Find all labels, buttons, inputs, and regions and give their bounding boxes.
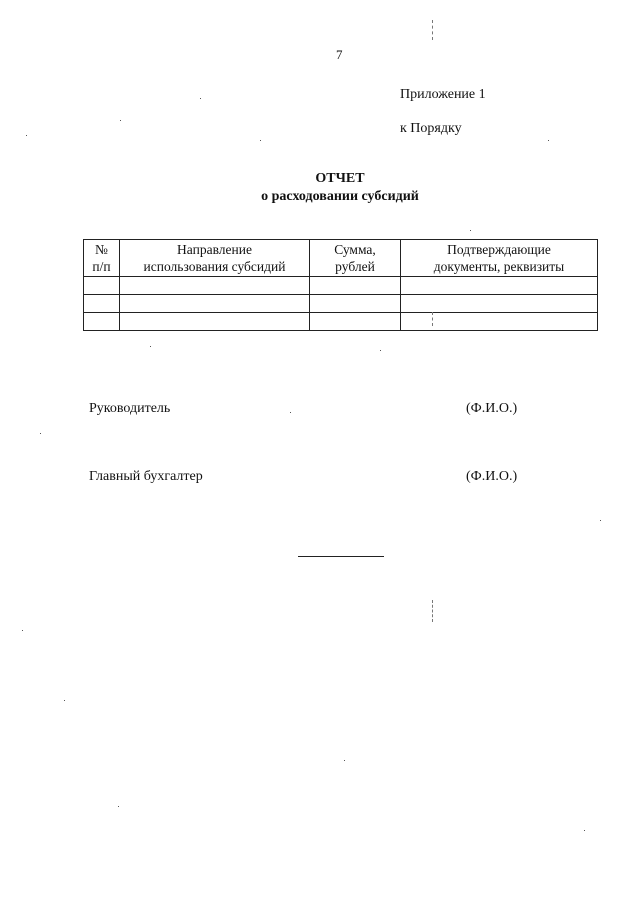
table-cell xyxy=(84,295,120,313)
table-cell xyxy=(120,313,310,331)
table-cell xyxy=(401,277,598,295)
end-divider xyxy=(298,556,384,557)
table-cell xyxy=(84,313,120,331)
signature-fio-director: (Ф.И.О.) xyxy=(466,401,518,416)
table-header-row xyxy=(84,240,598,277)
appendix-line-2: к Порядку xyxy=(400,121,462,136)
table-row xyxy=(84,313,598,331)
scan-speck xyxy=(120,120,121,121)
scan-mark xyxy=(432,20,434,40)
table-cell xyxy=(310,295,401,313)
scan-mark xyxy=(432,312,434,326)
scan-speck xyxy=(150,346,151,347)
table-cell xyxy=(401,295,598,313)
scan-speck xyxy=(600,520,601,521)
table-cell xyxy=(310,277,401,295)
scan-speck xyxy=(584,830,585,831)
table-cell xyxy=(84,277,120,295)
table-row xyxy=(84,295,598,313)
scan-speck xyxy=(548,140,549,141)
scan-speck xyxy=(290,412,291,413)
header-documents-line-2: документы, реквизиты xyxy=(433,259,565,274)
scan-speck xyxy=(26,135,27,136)
table-cell xyxy=(310,313,401,331)
header-amount-line-1: Сумма, xyxy=(334,242,376,257)
scan-speck xyxy=(40,433,41,434)
header-number-line-1: № xyxy=(95,242,108,257)
scan-speck xyxy=(118,806,119,807)
scan-speck xyxy=(344,760,345,761)
scan-speck xyxy=(64,700,65,701)
report-title: ОТЧЕТ xyxy=(315,171,365,186)
signature-label-accountant: Главный бухгалтер xyxy=(89,469,203,484)
table-cell xyxy=(401,313,598,331)
page-number: 7 xyxy=(336,47,343,62)
header-direction xyxy=(120,240,310,277)
table-row xyxy=(84,277,598,295)
table-cell xyxy=(120,295,310,313)
scan-speck xyxy=(22,630,23,631)
header-direction-line-2: использования субсидий xyxy=(143,259,286,274)
signature-fio-accountant: (Ф.И.О.) xyxy=(466,469,518,484)
table-cell xyxy=(120,277,310,295)
header-documents-line-1: Подтверждающие xyxy=(447,242,551,257)
appendix-line-1: Приложение 1 xyxy=(400,87,486,102)
header-number xyxy=(84,240,120,277)
header-documents xyxy=(401,240,598,277)
signature-label-director: Руководитель xyxy=(89,401,171,416)
scan-speck xyxy=(200,98,201,99)
scan-speck xyxy=(260,140,261,141)
scan-speck xyxy=(470,230,471,231)
header-amount xyxy=(310,240,401,277)
header-number-line-2: п/п xyxy=(92,259,111,274)
scan-mark xyxy=(432,600,434,622)
report-table xyxy=(83,239,598,331)
scan-speck xyxy=(380,350,381,351)
header-amount-line-2: рублей xyxy=(335,259,375,274)
report-subtitle: о расходовании субсидий xyxy=(261,189,419,204)
header-direction-line-1: Направление xyxy=(177,242,252,257)
